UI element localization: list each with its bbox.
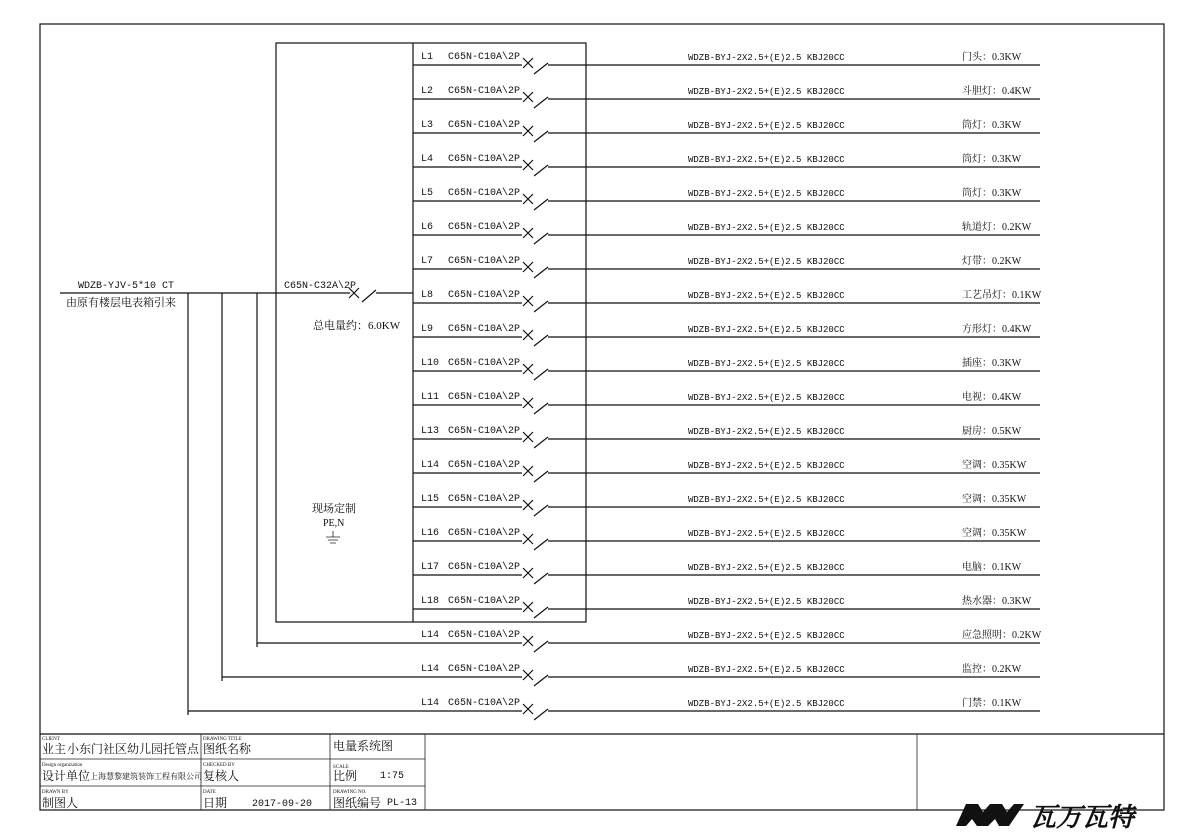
circuit-row xyxy=(413,118,1040,142)
circuit-cable-label: WDZB-BYJ-2X2.5+(E)2.5 KBJ20CC xyxy=(688,121,845,131)
circuit-load-label: 电脑：0.1KW xyxy=(962,562,1022,573)
breaker-x-icon xyxy=(523,126,533,136)
circuit-load-label: 轨道灯：0.2KW xyxy=(962,222,1032,233)
breaker-x-icon xyxy=(523,568,533,578)
circuit-cable-label: WDZB-BYJ-2X2.5+(E)2.5 KBJ20CC xyxy=(688,325,845,335)
circuit-breaker-label: C65N-C10A\2P xyxy=(448,256,521,267)
circuit-load-label: 应急照明：0.2KW xyxy=(962,630,1042,641)
circuit-breaker-label: C65N-C10A\2P xyxy=(448,188,521,199)
circuit-id: L14 xyxy=(421,460,440,471)
breaker-x-icon xyxy=(523,670,533,680)
circuit-id: L14 xyxy=(421,698,440,709)
circuit-cable-label: WDZB-BYJ-2X2.5+(E)2.5 KBJ20CC xyxy=(688,427,845,437)
circuit-cable-label: WDZB-BYJ-2X2.5+(E)2.5 KBJ20CC xyxy=(688,87,845,97)
breaker-x-icon xyxy=(523,500,533,510)
circuit-id: L3 xyxy=(421,120,434,131)
drawn-en: DRAWN BY xyxy=(42,790,69,795)
breaker-blade xyxy=(534,675,548,686)
title-block xyxy=(40,734,1164,810)
circuit-load-label: 监控：0.2KW xyxy=(962,664,1022,675)
circuit-cable-label: WDZB-BYJ-2X2.5+(E)2.5 KBJ20CC xyxy=(688,699,845,709)
earthing-note xyxy=(312,501,356,543)
circuit-load-label: 空调：0.35KW xyxy=(962,528,1027,539)
logo-mark-icon xyxy=(956,804,1024,826)
circuit-list xyxy=(188,50,1042,720)
breaker-blade xyxy=(534,607,548,618)
drawing-title-label: 图纸名称 xyxy=(203,742,252,756)
circuit-breaker-label: C65N-C10A\2P xyxy=(448,562,521,573)
breaker-blade xyxy=(534,437,548,448)
circuit-cable-label: WDZB-BYJ-2X2.5+(E)2.5 KBJ20CC xyxy=(688,631,845,641)
main-breaker-blade xyxy=(362,290,376,302)
circuit-row xyxy=(413,220,1040,244)
outer-feeders xyxy=(188,293,257,715)
circuit-row xyxy=(413,254,1040,278)
sheet-border xyxy=(40,24,1164,810)
circuit-load-label: 筒灯：0.3KW xyxy=(962,154,1022,165)
design-org-value: 上海慧黎建筑装饰工程有限公司 xyxy=(90,772,202,781)
earthing-pe-label: PE,N xyxy=(323,518,345,529)
incoming-cable-label: WDZB-YJV-5*10 CT xyxy=(78,281,175,292)
breaker-x-icon xyxy=(523,160,533,170)
breaker-blade xyxy=(534,403,548,414)
breaker-x-icon xyxy=(523,398,533,408)
circuit-breaker-label: C65N-C10A\2P xyxy=(448,392,521,403)
circuit-load-label: 电视：0.4KW xyxy=(962,392,1022,403)
circuit-row xyxy=(413,152,1040,176)
circuit-row xyxy=(413,390,1040,414)
client-label: 业主 xyxy=(42,742,67,756)
circuit-row xyxy=(257,628,1042,652)
circuit-breaker-label: C65N-C10A\2P xyxy=(448,664,521,675)
circuit-cable-label: WDZB-BYJ-2X2.5+(E)2.5 KBJ20CC xyxy=(688,665,845,675)
breaker-blade xyxy=(534,709,548,720)
breaker-x-icon xyxy=(523,330,533,340)
circuit-row xyxy=(413,594,1040,618)
circuit-row xyxy=(413,84,1040,108)
circuit-cable-label: WDZB-BYJ-2X2.5+(E)2.5 KBJ20CC xyxy=(688,189,845,199)
circuit-id: L13 xyxy=(421,426,440,437)
circuit-cable-label: WDZB-BYJ-2X2.5+(E)2.5 KBJ20CC xyxy=(688,597,845,607)
scale-value: 1:75 xyxy=(380,771,405,782)
breaker-blade xyxy=(534,539,548,550)
breaker-blade xyxy=(534,233,548,244)
circuit-breaker-label: C65N-C10A\2P xyxy=(448,494,521,505)
breaker-blade xyxy=(534,63,548,74)
breaker-blade xyxy=(534,573,548,584)
circuit-cable-label: WDZB-BYJ-2X2.5+(E)2.5 KBJ20CC xyxy=(688,495,845,505)
breaker-x-icon xyxy=(523,262,533,272)
circuit-load-label: 斗胆灯：0.4KW xyxy=(962,86,1032,97)
circuit-row xyxy=(222,662,1040,686)
circuit-load-label: 空调：0.35KW xyxy=(962,494,1027,505)
circuit-cable-label: WDZB-BYJ-2X2.5+(E)2.5 KBJ20CC xyxy=(688,563,845,573)
logo-text: 瓦万瓦特 xyxy=(1030,803,1135,833)
circuit-cable-label: WDZB-BYJ-2X2.5+(E)2.5 KBJ20CC xyxy=(688,53,845,63)
circuit-cable-label: WDZB-BYJ-2X2.5+(E)2.5 KBJ20CC xyxy=(688,155,845,165)
client-en: CLIENT xyxy=(42,737,60,742)
circuit-cable-label: WDZB-BYJ-2X2.5+(E)2.5 KBJ20CC xyxy=(688,359,845,369)
client-value: 小东门社区幼儿园托管点 xyxy=(67,742,200,756)
circuit-load-label: 门禁：0.1KW xyxy=(962,698,1022,709)
circuit-id: L8 xyxy=(421,290,434,301)
main-breaker xyxy=(284,280,413,332)
drawing-no-value: PL-13 xyxy=(387,798,418,809)
scale-label: 比例 xyxy=(333,769,358,783)
circuit-id: L4 xyxy=(421,154,434,165)
breaker-x-icon xyxy=(523,602,533,612)
circuit-breaker-label: C65N-C10A\2P xyxy=(448,154,521,165)
circuit-cable-label: WDZB-BYJ-2X2.5+(E)2.5 KBJ20CC xyxy=(688,257,845,267)
circuit-row xyxy=(413,50,1040,74)
circuit-breaker-label: C65N-C10A\2P xyxy=(448,528,521,539)
earthing-note-label: 现场定制 xyxy=(312,503,356,515)
breaker-blade xyxy=(534,505,548,516)
breaker-blade xyxy=(534,301,548,312)
breaker-x-icon xyxy=(523,228,533,238)
circuit-load-label: 空调：0.35KW xyxy=(962,460,1027,471)
circuit-breaker-label: C65N-C10A\2P xyxy=(448,222,521,233)
circuit-breaker-label: C65N-C10A\2P xyxy=(448,630,521,641)
checked-en: CHECKED BY xyxy=(203,763,235,768)
circuit-load-label: 门头：0.3KW xyxy=(962,52,1022,63)
breaker-x-icon xyxy=(523,58,533,68)
circuit-row xyxy=(413,526,1040,550)
circuit-id: L18 xyxy=(421,596,440,607)
circuit-row xyxy=(413,322,1040,346)
scale-en: SCALE xyxy=(333,765,349,770)
circuit-cable-label: WDZB-BYJ-2X2.5+(E)2.5 KBJ20CC xyxy=(688,393,845,403)
drawing-no-label: 图纸编号 xyxy=(333,796,382,810)
breaker-x-icon xyxy=(523,296,533,306)
circuit-id: L17 xyxy=(421,562,440,573)
circuit-breaker-label: C65N-C10A\2P xyxy=(448,426,521,437)
circuit-cable-label: WDZB-BYJ-2X2.5+(E)2.5 KBJ20CC xyxy=(688,223,845,233)
circuit-breaker-label: C65N-C10A\2P xyxy=(448,698,521,709)
circuit-id: L14 xyxy=(421,630,440,641)
breaker-blade xyxy=(534,199,548,210)
circuit-id: L6 xyxy=(421,222,434,233)
circuit-row xyxy=(413,186,1040,210)
circuit-load-label: 筒灯：0.3KW xyxy=(962,120,1022,131)
breaker-x-icon xyxy=(523,432,533,442)
design-org-en: Design organization xyxy=(42,763,83,768)
circuit-row xyxy=(413,424,1040,448)
circuit-row xyxy=(413,560,1040,584)
drawing-title-value: 电量系统图 xyxy=(333,739,394,753)
ground-icon xyxy=(326,531,340,543)
circuit-id: L10 xyxy=(421,358,440,369)
circuit-breaker-label: C65N-C10A\2P xyxy=(448,86,521,97)
breaker-x-icon xyxy=(523,636,533,646)
date-label: 日期 xyxy=(203,796,228,810)
circuit-load-label: 方形灯：0.4KW xyxy=(962,324,1032,335)
total-load-label: 总电量约：6.0KW xyxy=(313,320,401,332)
circuit-load-label: 灯带：0.2KW xyxy=(962,256,1022,267)
breaker-blade xyxy=(534,641,548,652)
circuit-id: L14 xyxy=(421,664,440,675)
incoming-source-label: 由原有楼层电表箱引来 xyxy=(66,297,176,309)
drawing-title-en: DRAWING TITLE xyxy=(203,737,242,742)
breaker-x-icon xyxy=(523,704,533,714)
circuit-load-label: 热水器：0.3KW xyxy=(962,596,1032,607)
circuit-breaker-label: C65N-C10A\2P xyxy=(448,290,521,301)
breaker-blade xyxy=(534,97,548,108)
breaker-x-icon xyxy=(523,466,533,476)
circuit-cable-label: WDZB-BYJ-2X2.5+(E)2.5 KBJ20CC xyxy=(688,461,845,471)
date-value: 2017-09-20 xyxy=(252,799,313,810)
circuit-breaker-label: C65N-C10A\2P xyxy=(448,324,521,335)
circuit-cable-label: WDZB-BYJ-2X2.5+(E)2.5 KBJ20CC xyxy=(688,291,845,301)
breaker-blade xyxy=(534,267,548,278)
circuit-load-label: 筒灯：0.3KW xyxy=(962,188,1022,199)
breaker-x-icon xyxy=(523,92,533,102)
breaker-blade xyxy=(534,471,548,482)
date-en: DATE xyxy=(203,790,216,795)
circuit-id: L2 xyxy=(421,86,434,97)
breaker-blade xyxy=(534,369,548,380)
circuit-row xyxy=(413,288,1042,312)
circuit-load-label: 厨房：0.5KW xyxy=(962,426,1022,437)
circuit-breaker-label: C65N-C10A\2P xyxy=(448,52,521,63)
circuit-id: L7 xyxy=(421,256,434,267)
drawing-no-en: DRAWING NO. xyxy=(333,790,367,795)
circuit-row xyxy=(413,356,1040,380)
breaker-x-icon xyxy=(523,534,533,544)
circuit-row xyxy=(188,696,1040,720)
circuit-load-label: 插座：0.3KW xyxy=(962,358,1022,369)
circuit-row xyxy=(413,458,1040,482)
breaker-blade xyxy=(534,131,548,142)
breaker-x-icon xyxy=(523,194,533,204)
circuit-load-label: 工艺吊灯：0.1KW xyxy=(962,290,1042,301)
circuit-cable-label: WDZB-BYJ-2X2.5+(E)2.5 KBJ20CC xyxy=(688,529,845,539)
main-breaker-label: C65N-C32A\2P xyxy=(284,281,357,292)
circuit-id: L9 xyxy=(421,324,434,335)
brand-logo xyxy=(956,803,1137,833)
breaker-blade xyxy=(534,335,548,346)
breaker-x-icon xyxy=(523,364,533,374)
circuit-id: L5 xyxy=(421,188,434,199)
breaker-blade xyxy=(534,165,548,176)
circuit-breaker-label: C65N-C10A\2P xyxy=(448,596,521,607)
circuit-id: L16 xyxy=(421,528,440,539)
circuit-id: L15 xyxy=(421,494,440,505)
circuit-breaker-label: C65N-C10A\2P xyxy=(448,460,521,471)
checked-label: 复核人 xyxy=(203,769,240,783)
circuit-breaker-label: C65N-C10A\2P xyxy=(448,358,521,369)
circuit-id: L11 xyxy=(421,392,440,403)
circuit-breaker-label: C65N-C10A\2P xyxy=(448,120,521,131)
circuit-row xyxy=(413,492,1040,516)
drawn-label: 制图人 xyxy=(42,796,79,810)
design-org-label: 设计单位 xyxy=(42,769,91,783)
circuit-id: L1 xyxy=(421,52,434,63)
